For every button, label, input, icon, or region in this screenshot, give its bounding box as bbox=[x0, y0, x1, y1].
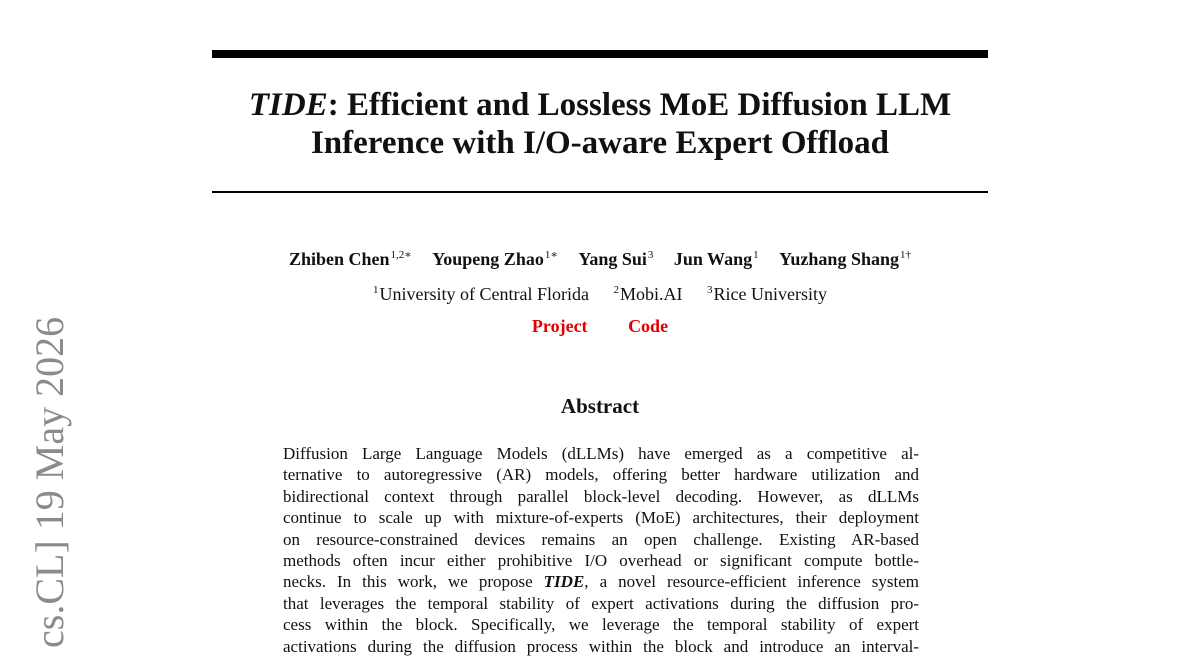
author bbox=[432, 248, 558, 270]
author-list bbox=[212, 248, 988, 270]
author-affiliation-marks: 1 bbox=[753, 249, 759, 261]
affiliation bbox=[373, 283, 589, 305]
abstract-line: Diffusion Large Language Models (dLLMs) have emerged as a competitive al- bbox=[283, 444, 919, 463]
resource-links bbox=[212, 315, 988, 337]
abstract-line: methods often incur either prohibitive I/O overhead or significant compute bottle- bbox=[283, 550, 919, 570]
title-line-1-rest: : Efficient and Lossless MoE Diffusion LLM bbox=[327, 87, 952, 123]
author-affiliation-marks: 1† bbox=[899, 249, 911, 261]
author-name: Jun Wang bbox=[673, 249, 753, 269]
author-name: Yang Sui bbox=[578, 249, 647, 269]
title-top-rule bbox=[212, 50, 988, 58]
abstract-body bbox=[283, 443, 919, 657]
author bbox=[674, 248, 759, 270]
abstract-line: on resource-constrained devices remains an open challenge. Existing AR-based bbox=[283, 529, 919, 549]
abstract-line: cess within the block. Specifically, we leverage the temporal stability of expert bbox=[283, 615, 919, 635]
project-link[interactable]: Project bbox=[531, 316, 588, 336]
abstract-line: continue to scale up with mixture-of-experts (MoE) architectures, their deployment bbox=[283, 508, 919, 528]
author-affiliation-marks: 1∗ bbox=[544, 249, 558, 261]
author-name: Youpeng Zhao bbox=[432, 249, 544, 269]
author-affiliation-marks: 3 bbox=[647, 249, 654, 261]
affiliation bbox=[707, 283, 827, 305]
abstract-line bbox=[283, 571, 919, 592]
abstract-system-name: TIDE bbox=[543, 572, 585, 592]
title-line-1 bbox=[212, 86, 988, 124]
author-affiliation-marks: 1,2∗ bbox=[390, 249, 412, 261]
abstract-line: activations during the diffusion process within the block and introduce an interval- bbox=[283, 636, 919, 656]
affiliation-name: University of Central Florida bbox=[379, 284, 589, 304]
abstract-heading: Abstract bbox=[560, 394, 640, 418]
author bbox=[779, 248, 911, 270]
author bbox=[578, 248, 653, 270]
title-bottom-rule bbox=[212, 191, 988, 193]
affiliation-mark: 2 bbox=[613, 284, 619, 296]
title-system-name: TIDE bbox=[248, 87, 328, 123]
abstract-line: bidirectional context through parallel block-level decoding. However, as dLLMs bbox=[283, 486, 919, 506]
code-link[interactable]: Code bbox=[628, 316, 669, 336]
author-name: Zhiben Chen bbox=[289, 249, 390, 269]
affiliation-list bbox=[212, 283, 988, 305]
author-name: Yuzhang Shang bbox=[779, 249, 899, 269]
affiliation bbox=[613, 283, 682, 305]
abstract-line: that leverages the temporal stability of expert activations during the diffusion pro- bbox=[283, 593, 919, 613]
affiliation-mark: 3 bbox=[706, 284, 713, 296]
affiliation-mark: 1 bbox=[373, 284, 379, 296]
paper-title bbox=[212, 86, 988, 162]
abstract-text: necks. In this work, we propose bbox=[283, 572, 544, 592]
abstract-line: ternative to autoregressive (AR) models, offering better hardware utilization and bbox=[283, 465, 919, 485]
arxiv-side-label: cs.CL] 19 May 2026 bbox=[27, 316, 72, 648]
author bbox=[289, 248, 412, 270]
affiliation-name: Mobi.AI bbox=[619, 284, 683, 304]
title-line-2: Inference with I/O-aware Expert Offload bbox=[310, 125, 890, 161]
abstract-text: , a novel resource-efficient inference system bbox=[584, 572, 919, 592]
affiliation-name: Rice University bbox=[713, 284, 827, 304]
